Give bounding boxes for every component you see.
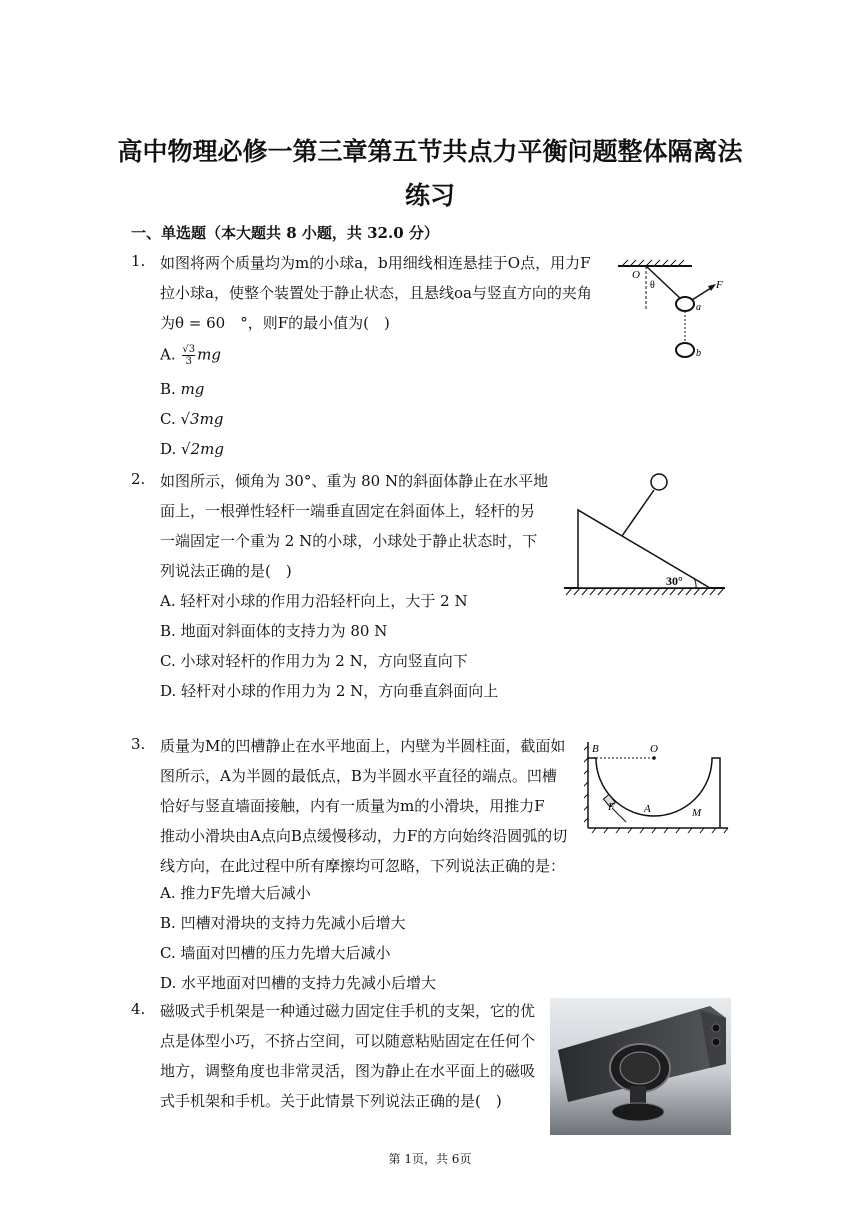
question-2-line: 如图所示，倾角为 30°、重为 80 N的斜面体静止在水平地 — [160, 472, 549, 490]
option-text: mg — [197, 345, 221, 364]
option-text: √2mg — [181, 440, 224, 458]
question-3-line: 恰好与竖直墙面接触，内有一质量为m的小滑块，用推力F — [160, 797, 545, 815]
option-text: 推力F先增大后减小 — [180, 884, 311, 902]
question-1-figure — [612, 258, 732, 368]
page-title-line2: 练习 — [404, 181, 455, 210]
question-3-line: 图所示，A为半圆的最低点，B为半圆水平直径的端点。凹槽 — [160, 767, 557, 785]
question-4-line: 磁吸式手机架是一种通过磁力固定住手机的支架，它的优 — [160, 1002, 536, 1020]
option-label: B. — [160, 914, 176, 932]
label-a: a — [696, 302, 701, 313]
question-3-line: 推动小滑块由A点向B点缓慢移动，力F的方向始终沿圆弧的切 — [160, 827, 568, 845]
question-2-figure — [560, 468, 730, 603]
question-1-option-c — [160, 410, 223, 428]
option-text: mg — [180, 380, 205, 398]
question-2-line: 一端固定一个重为 2 N的小球，小球处于静止状态时，下 — [160, 532, 538, 550]
question-3-line: 质量为M的凹槽静止在水平地面上，内壁为半圆柱面，截面如 — [160, 737, 566, 755]
question-1-line: 为θ = 60 °，则F的最小值为( ) — [160, 314, 390, 332]
question-3-option-a — [160, 882, 311, 903]
option-text: 轻杆对小球的作用力为 2 N，方向垂直斜面向上 — [181, 682, 499, 700]
option-text: 水平地面对凹槽的支持力先减小后增大 — [181, 974, 437, 992]
label-b: B — [592, 743, 599, 755]
question-2-number: 2. — [131, 470, 146, 488]
question-1-option-a — [160, 344, 221, 367]
option-text: 小球对轻杆的作用力为 2 N，方向竖直向下 — [180, 652, 468, 670]
question-2-option-d — [160, 680, 498, 701]
question-1-line: 拉小球a，使整个装置处于静止状态，且悬线oa与竖直方向的夹角 — [160, 284, 592, 302]
angle-label: 30° — [666, 574, 683, 588]
question-1-number: 1. — [131, 252, 146, 270]
fraction-denominator: 3 — [185, 356, 192, 367]
option-label: C. — [160, 944, 176, 962]
section-heading: 一、单选题（本大题共 8 小题，共 32.0 分） — [131, 224, 439, 242]
label-f: F — [608, 801, 615, 813]
question-3-option-b — [160, 912, 406, 933]
label-theta: θ — [650, 280, 655, 291]
question-4-line: 地方，调整角度也非常灵活，图为静止在水平面上的磁吸 — [160, 1062, 536, 1080]
fraction-numerator: √3 — [182, 344, 196, 355]
label-o: O — [632, 269, 640, 281]
option-label: A. — [160, 345, 176, 364]
question-3-option-c — [160, 942, 391, 963]
question-4-line: 点是体型小巧，不挤占空间，可以随意粘贴固定在任何个 — [160, 1032, 536, 1050]
question-2-option-a — [160, 590, 468, 611]
question-2-line: 列说法正确的是( ) — [160, 562, 292, 580]
question-3-figure — [584, 736, 732, 834]
option-label: B. — [160, 622, 176, 640]
question-1-line: 如图将两个质量均为m的小球a，b用细线相连悬挂于O点，用力F — [160, 254, 591, 272]
option-text: √3mg — [180, 410, 224, 428]
option-label: D. — [160, 682, 177, 700]
question-4-number: 4. — [131, 1000, 146, 1018]
question-2-option-c — [160, 650, 468, 671]
question-3-number: 3. — [131, 735, 146, 753]
label-f: F — [716, 279, 723, 291]
page-title-line1: 高中物理必修一第三章第五节共点力平衡问题整体隔离法 — [117, 137, 743, 166]
option-label: C. — [160, 410, 176, 428]
option-text: 墙面对凹槽的压力先增大后减小 — [180, 944, 391, 962]
option-label: C. — [160, 652, 176, 670]
question-3-option-d — [160, 972, 436, 993]
option-label: A. — [160, 592, 176, 610]
question-3-line: 线方向，在此过程中所有摩擦均可忽略，下列说法正确的是： — [160, 857, 566, 875]
question-1-option-d — [160, 440, 224, 458]
option-text: 地面对斜面体的支持力为 80 N — [180, 622, 388, 640]
question-1-option-b — [160, 380, 204, 398]
page-footer: 第 1页，共 6页 — [388, 1152, 472, 1166]
label-m: M — [692, 807, 702, 819]
option-label: D. — [160, 974, 177, 992]
label-a: A — [644, 803, 651, 815]
fraction — [182, 344, 195, 367]
option-label: B. — [160, 380, 176, 398]
option-label: D. — [160, 440, 177, 458]
question-2-line: 面上，一根弹性轻杆一端垂直固定在斜面体上，轻杆的另 — [160, 502, 536, 520]
label-b: b — [696, 348, 701, 359]
option-text: 凹槽对滑块的支持力先减小后增大 — [180, 914, 406, 932]
label-o: O — [650, 743, 658, 755]
question-4-line: 式手机架和手机。关于此情景下列说法正确的是( ) — [160, 1092, 502, 1110]
option-text: 轻杆对小球的作用力沿轻杆向上，大于 2 N — [180, 592, 468, 610]
question-2-option-b — [160, 620, 387, 641]
phone-mount-photo — [550, 998, 731, 1135]
option-label: A. — [160, 884, 176, 902]
